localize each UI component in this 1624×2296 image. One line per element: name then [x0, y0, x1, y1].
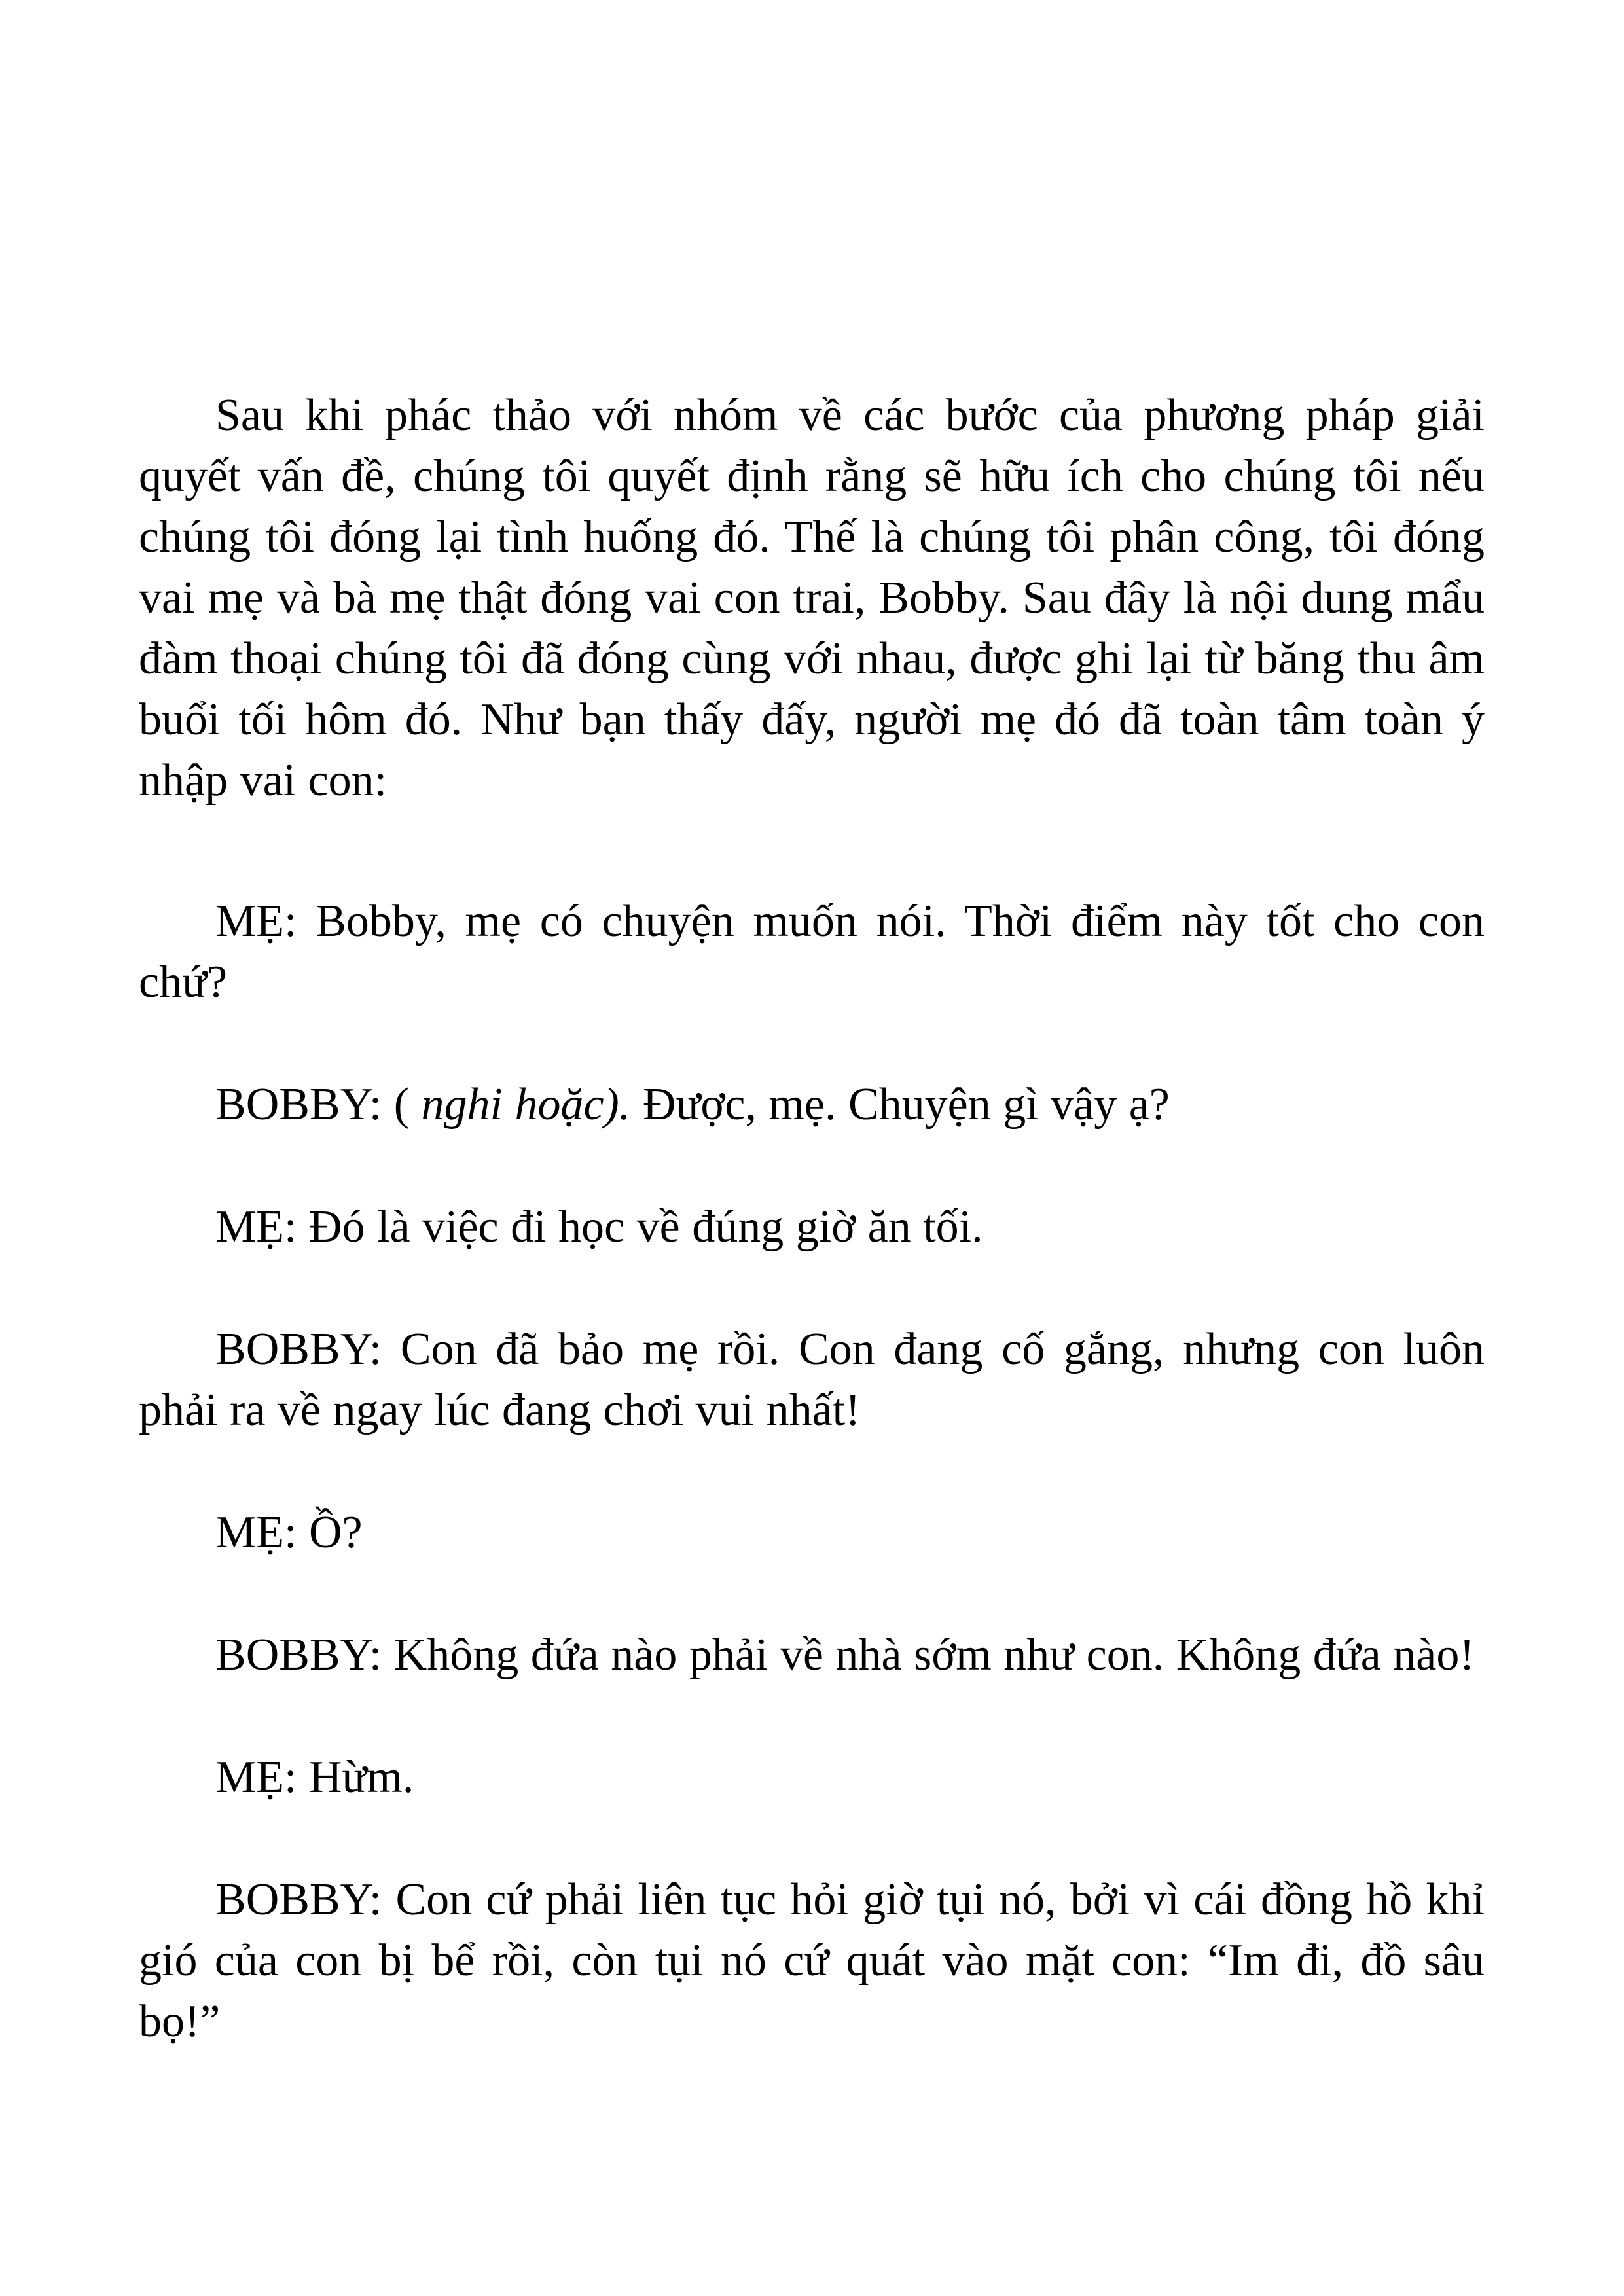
text-segment: MẸ: Bobby, mẹ có chuyện muốn nói. Thời điểm này tốt cho con chứ? — [139, 896, 1485, 1007]
text-segment: MẸ: Đó là việc đi học về đúng giờ ăn tối. — [215, 1202, 983, 1252]
text-segment: BOBBY: Con cứ phải liên tục hỏi giờ tụi nó, bởi vì cái đồng hồ khỉ gió của con bị bể rồi, còn tụi nó cứ quát vào mặt con: “Im đi, đồ sâu bọ!” — [139, 1874, 1485, 2047]
text-segment: Được, mẹ. Chuyện gì vậy ạ? — [630, 1079, 1170, 1130]
dialogue-bobby-paragraph — [139, 1074, 1485, 1135]
text-segment: BOBBY: Không đứa nào phải về nhà sớm như con. Không đứa nào! — [215, 1630, 1475, 1680]
text-segment: BOBBY: ( — [215, 1079, 422, 1130]
dialogue-bobby-paragraph — [139, 1869, 1485, 2052]
text-segment: MẸ: Ồ? — [215, 1507, 363, 1558]
dialogue-me-paragraph — [139, 1502, 1485, 1563]
narration-paragraph — [139, 385, 1485, 811]
dialogue-me-paragraph — [139, 1196, 1485, 1257]
dialogue-text-block — [139, 385, 1485, 2113]
text-segment: Sau khi phác thảo với nhóm về các bước của phương pháp giải quyết vấn đề, chúng tôi quyết định rằng sẽ hữu ích cho chúng tôi nếu chúng tôi đóng lại tình huống đó. Thế là chúng tôi phân công, tôi đóng vai mẹ và bà mẹ thật đóng vai con trai, Bobby. Sau đây là nội dung mẩu đàm thoại chúng tôi đã đóng cùng với nhau, được ghi lại từ băng thu âm buổi tối hôm đó. Như bạn thấy đấy, người mẹ đó đã toàn tâm toàn ý nhập vai con: — [139, 390, 1485, 806]
dialogue-bobby-paragraph — [139, 1624, 1485, 1685]
stage-direction-italic: nghi hoặc). — [421, 1079, 631, 1130]
dialogue-me-paragraph — [139, 1747, 1485, 1808]
dialogue-me-paragraph — [139, 891, 1485, 1013]
text-segment: MẸ: Hừm. — [215, 1752, 414, 1803]
text-segment: BOBBY: Con đã bảo mẹ rồi. Con đang cố gắng, nhưng con luôn phải ra về ngay lúc đang chơi vui nhất! — [139, 1324, 1485, 1435]
dialogue-bobby-paragraph — [139, 1319, 1485, 1441]
